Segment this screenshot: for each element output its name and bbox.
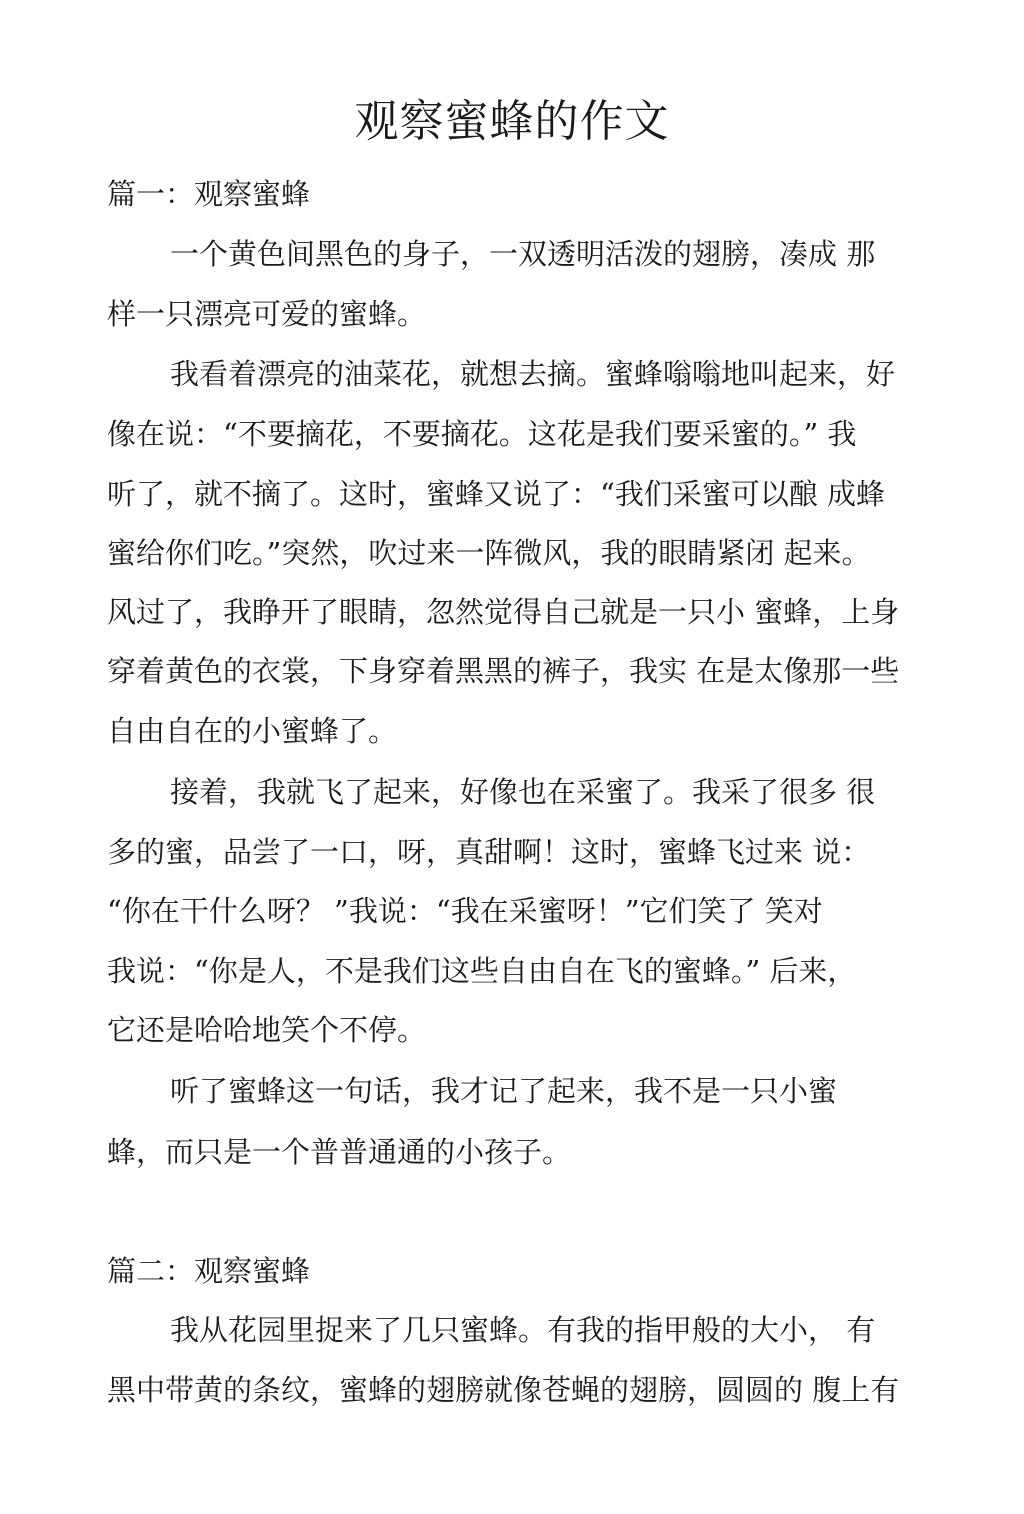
- paragraph-line: 我从花园里捉来了几只蜜蜂。有我的指甲般的大小， 有: [170, 1313, 876, 1347]
- paragraph-line: 蜜给你们吃。”突然，吹过来一阵微风，我的眼睛紧闭 起来。: [107, 536, 871, 570]
- paragraph-line: 穿着黄色的衣裳，下身穿着黑黑的裤子，我实 在是太像那一些: [107, 654, 900, 688]
- paragraph-line: 我说：“你是人，不是我们这些自由自在飞的蜜蜂。” 后来，: [107, 954, 857, 988]
- paragraph-line: 多的蜜，品尝了一口，呀，真甜啊！这时，蜜蜂飞过来 说：: [107, 835, 871, 869]
- paragraph-line: 像在说：“不要摘花，不要摘花。这花是我们要采蜜的。” 我: [107, 417, 857, 451]
- paragraph-line: 接着，我就飞了起来，好像也在采蜜了。我采了很多 很: [170, 775, 876, 809]
- paragraph-line: 我看着漂亮的油菜花，就想去摘。蜜蜂嗡嗡地叫起来，好: [170, 357, 896, 391]
- paragraph-line: 自由自在的小蜜蜂了。: [107, 714, 398, 748]
- section-heading: 篇二：观察蜜蜂: [107, 1254, 311, 1288]
- paragraph-line: 它还是哈哈地笑个不停。: [107, 1013, 427, 1047]
- paragraph-line: 蜂，而只是一个普普通通的小孩子。: [107, 1135, 572, 1169]
- paragraph-line: 一个黄色间黑色的身子，一双透明活泼的翅膀，凑成 那: [170, 237, 876, 271]
- paragraph-line: 风过了，我睁开了眼睛，忽然觉得自己就是一只小 蜜蜂，上身: [107, 595, 900, 629]
- section-heading: 篇一：观察蜜蜂: [107, 177, 311, 211]
- paragraph-line: 听了蜜蜂这一句话，我才记了起来，我不是一只小蜜: [170, 1074, 838, 1108]
- paragraph-line: “你在干什么呀？ ”我说：“我在采蜜呀！”它们笑了 笑对: [107, 894, 823, 928]
- page-title: 观察蜜蜂的作文: [354, 96, 670, 147]
- paragraph-line: 样一只漂亮可爱的蜜蜂。: [107, 297, 427, 331]
- paragraph-line: 黑中带黄的条纹，蜜蜂的翅膀就像苍蝇的翅膀，圆圆的 腹上有: [107, 1373, 900, 1407]
- paragraph-line: 听了，就不摘了。这时，蜜蜂又说了：“我们采蜜可以酿 成蜂: [107, 477, 886, 511]
